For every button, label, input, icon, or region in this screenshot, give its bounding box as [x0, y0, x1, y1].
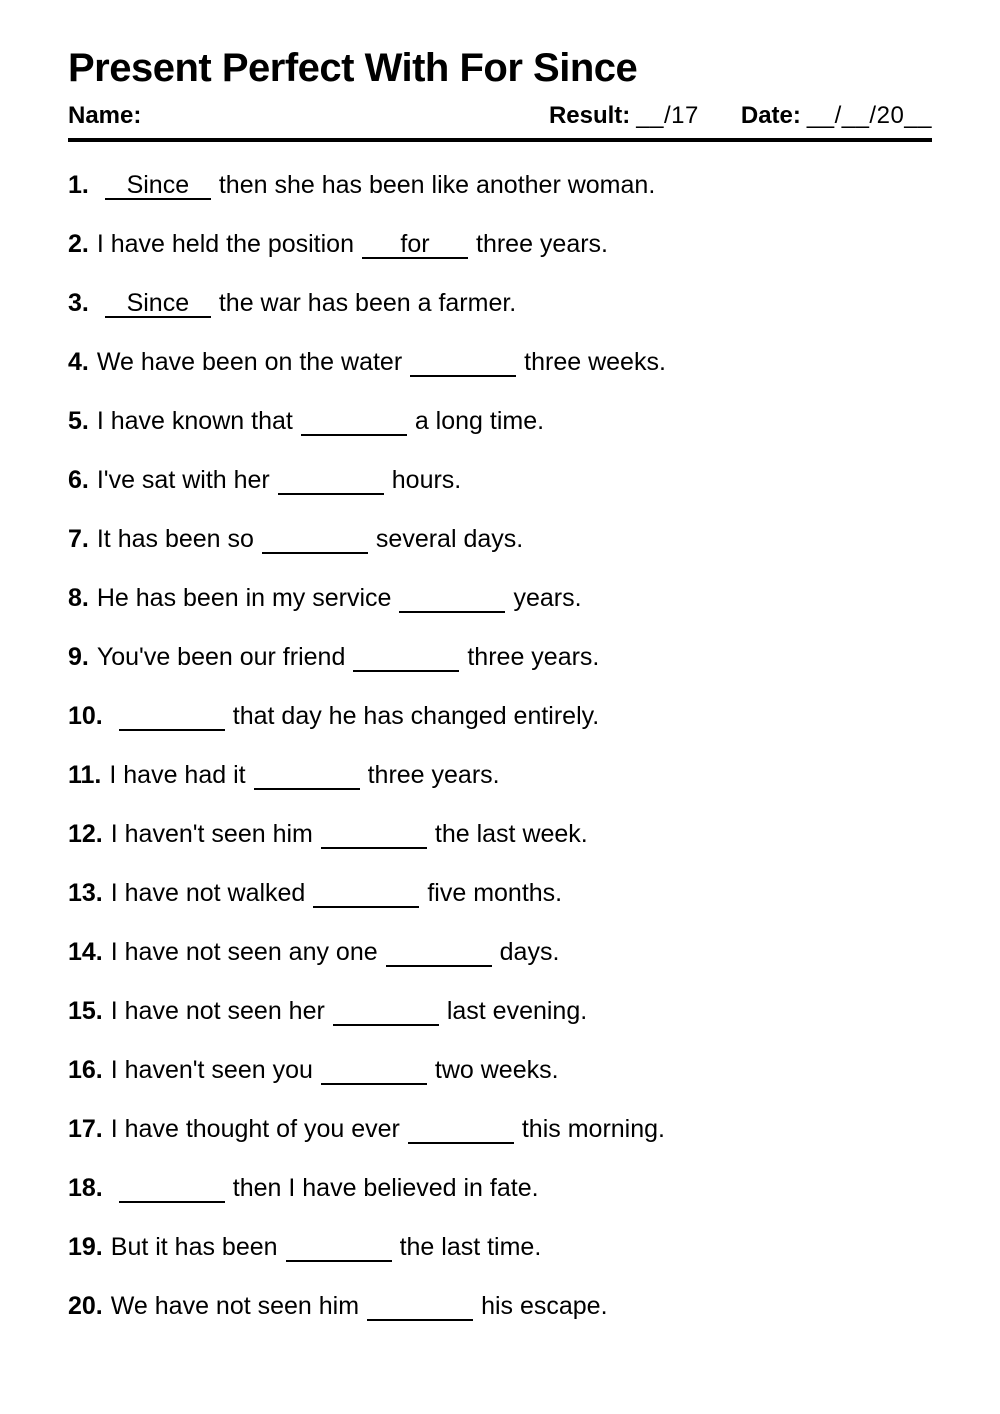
- question-text-post: days.: [499, 938, 560, 966]
- question-row: [68, 642, 932, 673]
- question-text-pre: I have not seen any one: [110, 938, 378, 966]
- question-number: 12.: [68, 820, 103, 848]
- question-row: [68, 465, 932, 496]
- question-number: 11.: [68, 761, 102, 789]
- question-number: 20.: [68, 1292, 103, 1320]
- question-number: 16.: [68, 1056, 103, 1084]
- question-row: [68, 760, 932, 791]
- question-text-post: a long time.: [414, 407, 545, 435]
- question-row: [68, 701, 932, 732]
- question-text-pre: You've been our friend: [96, 643, 346, 671]
- question-number: 10.: [68, 702, 103, 730]
- answer-text: for: [400, 230, 430, 258]
- question-text-post: last evening.: [446, 997, 588, 1025]
- answer-blank[interactable]: [367, 1293, 473, 1321]
- answer-text: [457, 1115, 464, 1143]
- answer-text: [363, 879, 370, 907]
- question-text-pre: I have held the position: [96, 230, 354, 258]
- question-text-pre: I have thought of you ever: [110, 1115, 400, 1143]
- date-label: Date:: [740, 102, 801, 129]
- question-number: 19.: [68, 1233, 103, 1261]
- question-text-post: several days.: [375, 525, 524, 553]
- answer-text: [327, 466, 334, 494]
- answer-text: [350, 407, 357, 435]
- question-row: [68, 1291, 932, 1322]
- answer-text: [335, 1233, 342, 1261]
- answer-text: [382, 997, 389, 1025]
- answer-blank[interactable]: [353, 644, 459, 672]
- answer-blank[interactable]: [410, 349, 516, 377]
- answer-text: [168, 702, 175, 730]
- question-text-pre: I've sat with her: [96, 466, 270, 494]
- question-text-pre: It has been so: [96, 525, 254, 553]
- result-group: [549, 104, 699, 128]
- question-row: [68, 170, 932, 201]
- question-number: 6.: [68, 466, 89, 494]
- question-text-post: that day he has changed entirely.: [232, 702, 600, 730]
- question-row: [68, 937, 932, 968]
- question-text-post: hours.: [391, 466, 462, 494]
- question-row: [68, 819, 932, 850]
- question-number: 1.: [68, 171, 89, 199]
- question-text-post: the war has been a farmer.: [218, 289, 517, 317]
- answer-blank[interactable]: [386, 939, 492, 967]
- answer-blank[interactable]: [119, 703, 225, 731]
- answer-blank[interactable]: [278, 467, 384, 495]
- question-text-post: his escape.: [481, 1292, 608, 1320]
- question-text-pre: I have had it: [109, 761, 246, 789]
- answer-blank[interactable]: [301, 408, 407, 436]
- question-text-pre: We have been on the water: [96, 348, 403, 376]
- answer-blank[interactable]: [286, 1234, 392, 1262]
- name-label: Name:: [68, 102, 142, 129]
- answer-text: [311, 525, 318, 553]
- question-number: 14.: [68, 938, 103, 966]
- answer-blank[interactable]: [105, 290, 211, 318]
- question-row: [68, 583, 932, 614]
- question-row: [68, 524, 932, 555]
- header-meta-row: [68, 104, 932, 142]
- question-text-pre: But it has been: [110, 1233, 278, 1261]
- answer-text: [460, 348, 467, 376]
- answer-blank[interactable]: [362, 231, 468, 259]
- answer-text: [370, 1056, 377, 1084]
- question-text-pre: I haven't seen you: [110, 1056, 313, 1084]
- question-row: [68, 1114, 932, 1145]
- answer-blank[interactable]: [313, 880, 419, 908]
- answer-blank[interactable]: [333, 998, 439, 1026]
- question-text-post: the last time.: [399, 1233, 542, 1261]
- questions-list: [68, 170, 932, 1322]
- question-row: [68, 288, 932, 319]
- answer-text: Since: [126, 289, 190, 317]
- answer-blank[interactable]: [262, 526, 368, 554]
- question-text-post: this morning.: [521, 1115, 665, 1143]
- result-date-group: [549, 104, 932, 128]
- answer-text: [168, 1174, 175, 1202]
- question-row: [68, 996, 932, 1027]
- answer-text: [417, 1292, 424, 1320]
- question-number: 13.: [68, 879, 103, 907]
- question-number: 7.: [68, 525, 89, 553]
- answer-blank[interactable]: [254, 762, 360, 790]
- question-text-post: years.: [513, 584, 582, 612]
- date-group: [741, 104, 932, 128]
- answer-text: Since: [126, 171, 190, 199]
- question-number: 2.: [68, 230, 89, 258]
- name-group: [68, 104, 141, 128]
- question-row: [68, 1173, 932, 1204]
- answer-blank[interactable]: [321, 821, 427, 849]
- answer-blank[interactable]: [408, 1116, 514, 1144]
- question-row: [68, 347, 932, 378]
- answer-blank[interactable]: [399, 585, 505, 613]
- answer-text: [403, 643, 410, 671]
- question-text-post: three years.: [367, 761, 500, 789]
- question-number: 4.: [68, 348, 89, 376]
- result-value: __/17: [636, 102, 699, 129]
- question-text-post: three years.: [467, 643, 600, 671]
- question-number: 18.: [68, 1174, 103, 1202]
- question-text-pre: I have known that: [96, 407, 293, 435]
- question-number: 15.: [68, 997, 103, 1025]
- question-row: [68, 1232, 932, 1263]
- result-label: Result:: [548, 102, 631, 129]
- question-text-post: three weeks.: [524, 348, 666, 376]
- answer-blank[interactable]: [119, 1175, 225, 1203]
- question-text-pre: He has been in my service: [96, 584, 392, 612]
- answer-text: [449, 584, 456, 612]
- question-text-pre: We have not seen him: [110, 1292, 360, 1320]
- page-title: Present Perfect With For Since: [68, 46, 638, 90]
- question-number: 9.: [68, 643, 89, 671]
- question-row: [68, 406, 932, 437]
- question-text-pre: I have not seen her: [110, 997, 325, 1025]
- question-row: [68, 229, 932, 260]
- answer-text: [303, 761, 310, 789]
- answer-blank[interactable]: [321, 1057, 427, 1085]
- question-number: 5.: [68, 407, 89, 435]
- answer-text: [370, 820, 377, 848]
- answer-blank[interactable]: [105, 172, 211, 200]
- answer-text: [435, 938, 442, 966]
- question-text-post: then I have believed in fate.: [232, 1174, 539, 1202]
- date-value: __/__/20__: [806, 102, 932, 129]
- question-number: 8.: [68, 584, 89, 612]
- question-number: 17.: [68, 1115, 103, 1143]
- question-row: [68, 878, 932, 909]
- question-row: [68, 1055, 932, 1086]
- question-text-pre: I have not walked: [110, 879, 306, 907]
- question-text-post: two weeks.: [434, 1056, 559, 1084]
- question-text-post: three years.: [476, 230, 609, 258]
- question-text-pre: I haven't seen him: [110, 820, 313, 848]
- question-text-post: the last week.: [434, 820, 588, 848]
- question-number: 3.: [68, 289, 89, 317]
- question-text-post: five months.: [427, 879, 563, 907]
- question-text-post: then she has been like another woman.: [218, 171, 656, 199]
